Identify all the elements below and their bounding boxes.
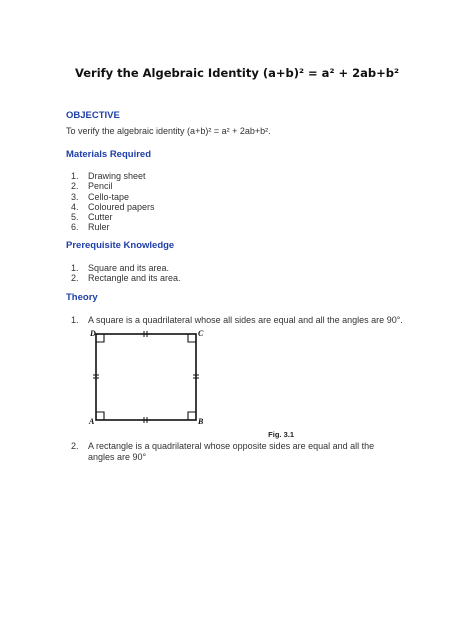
objective-heading: OBJECTIVE [66, 110, 120, 121]
list-item: 2. Pencil [71, 181, 113, 192]
list-item: 5. Cutter [71, 212, 113, 223]
prerequisite-heading: Prerequisite Knowledge [66, 240, 175, 251]
theory-item-1: 1. A square is a quadrilateral whose all sides are equal and all the angles are 90°. [71, 315, 403, 325]
prerequisite-list [71, 263, 181, 284]
vertex-label-c: C [198, 329, 204, 338]
figure-caption: Fig. 3.1 [268, 430, 294, 439]
list-item: 4. Coloured papers [71, 201, 155, 212]
list-item: 3. Cello-tape [71, 191, 130, 202]
theory-heading: Theory [66, 292, 98, 303]
page-title: Verify the Algebraic Identity (a+b)² = a² + 2ab+b² [74, 66, 400, 80]
theory-item-2: 2. A rectangle is a quadrilateral whose opposite sides are equal and all the angles are 90° [71, 441, 375, 462]
materials-heading: Materials Required [66, 149, 151, 160]
list-item: 6. Ruler [71, 222, 110, 233]
list-item: 1. Drawing sheet [71, 171, 146, 181]
objective-text: To verify the algebraic identity (a+b)² = a² + 2ab+b². [66, 126, 271, 136]
square-figure [80, 324, 214, 428]
vertex-label-d: D [90, 329, 96, 338]
list-item: 1. Square and its area. [71, 263, 170, 273]
list-item: 2. Rectangle and its area. [71, 273, 181, 284]
vertex-label-b: B [198, 417, 204, 426]
vertex-label-a: A [89, 417, 95, 426]
materials-list [71, 171, 155, 233]
